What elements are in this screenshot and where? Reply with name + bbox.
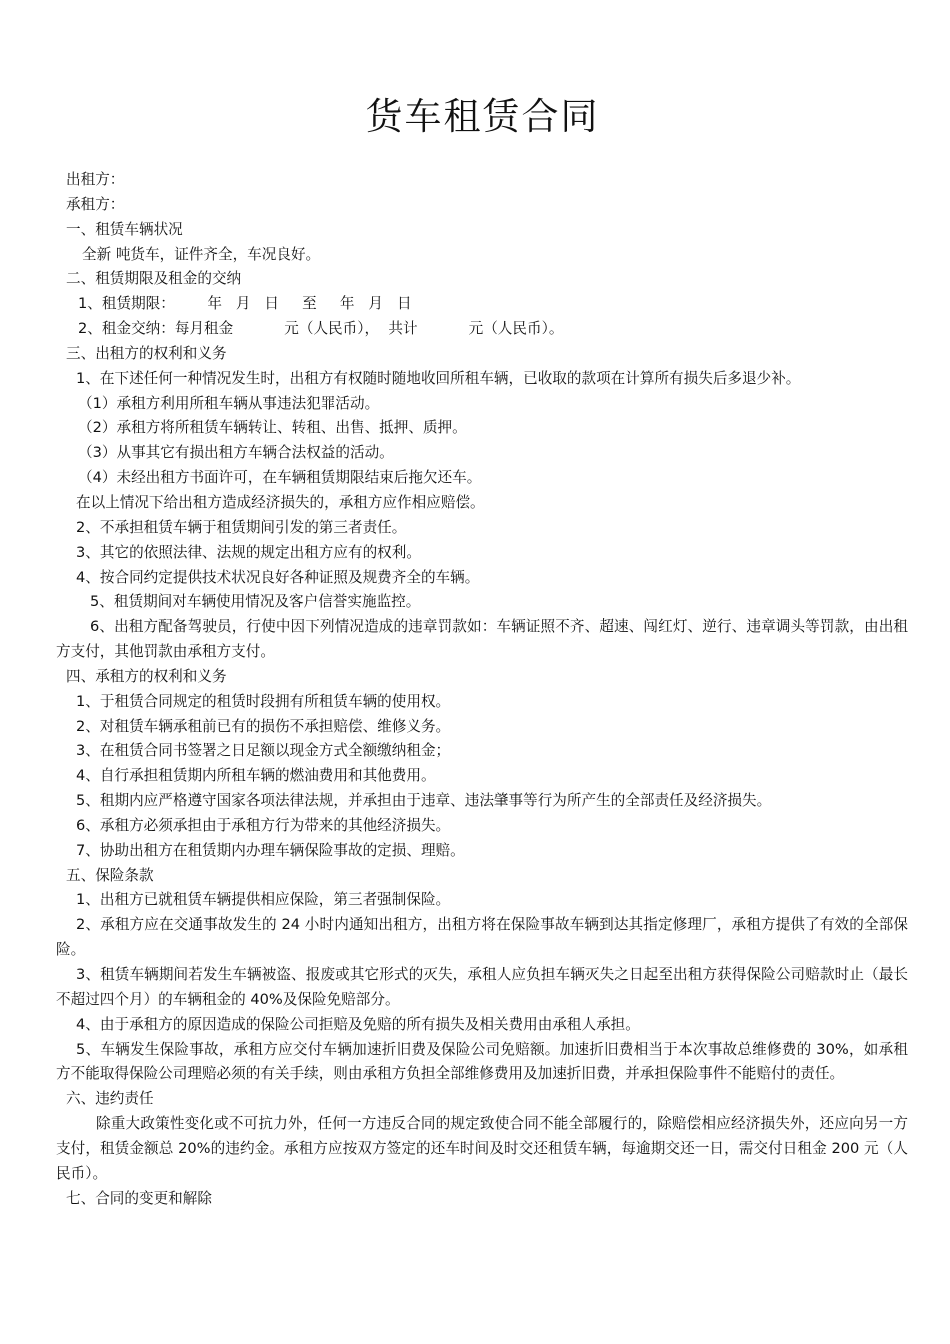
document-title: 货车租赁合同 (365, 95, 600, 138)
section-5-item-3: 3、租赁车辆期间若发生车辆被盗、报废或其它形式的灭失，承租人应负担车辆灭失之日起至出租方获得保险公司赔款时止（最长不超过四个月）的车辆租金的 40%及保险免赔部分。 (56, 966, 908, 1008)
section-3-item-5: 5、租赁期间对车辆使用情况及客户信誉实施监控。 (90, 593, 421, 611)
section-4-item-6: 6、承租方必须承担由于承租方行为带来的其他经济损失。 (76, 816, 451, 834)
lessee-line: 承租方： (66, 195, 125, 213)
section-5-item-1: 1、出租方已就租赁车辆提供相应保险，第三者强制保险。 (76, 891, 451, 909)
section-7-heading: 七、合同的变更和解除 (66, 1189, 212, 1207)
section-5-item-4: 4、由于承租方的原因造成的保险公司拒赔及免赔的所有损失及相关费用由承租人承担。 (76, 1015, 640, 1033)
section-5-item-5: 5、车辆发生保险事故，承租方应交付车辆加速折旧费及保险公司免赔额。加速折旧费相当于本次事故总维修费的 30%，如承租方不能取得保险公司理赔必须的有关手续，则由承租方负担全部维修费用及加速折旧费，并承担保险事件不能赔付的责任。 (56, 1040, 908, 1083)
section-3-item-6: 6、出租方配备驾驶员，行使中因下列情况造成的违章罚款如：车辆证照不齐、超速、闯红灯、逆行、违章调头等罚款，由出租方支付，其他罚款由承租方支付。 (56, 618, 908, 661)
section-4-item-1: 1、于租赁合同规定的租赁时段拥有所租赁车辆的使用权。 (76, 692, 451, 710)
section-4-item-3: 3、在租赁合同书签署之日足额以现金方式全额缴纳租金； (76, 742, 451, 760)
section-1-heading: 一、租赁车辆状况 (66, 220, 183, 238)
section-3-item-1: 1、在下述任何一种情况发生时，出租方有权随时随地收回所租车辆，已收取的款项在计算所有损失后多退少补。 (76, 369, 801, 387)
section-3-sub-3: （3）从事其它有损出租方车辆合法权益的活动。 (78, 444, 394, 462)
lessor-line: 出租方： (66, 171, 125, 188)
section-1-text: 全新 吨货车，证件齐全，车况良好。 (82, 245, 321, 263)
section-4-heading: 四、承租方的权利和义务 (66, 667, 227, 685)
section-3-note: 在以上情况下给出租方造成经济损失的，承租方应作相应赔偿。 (76, 493, 485, 511)
contract-body (56, 168, 908, 1211)
section-3-item-4: 4、按合同约定提供技术状况良好各种证照及规费齐全的车辆。 (76, 568, 480, 586)
section-3-item-2: 2、不承担租赁车辆于租赁期间引发的第三者责任。 (76, 518, 407, 536)
section-2-heading: 二、租赁期限及租金的交纳 (66, 270, 242, 288)
section-4-item-4: 4、自行承担租赁期内所租车辆的燃油费用和其他费用。 (76, 767, 436, 785)
section-4-item-5: 5、租期内应严格遵守国家各项法律法规，并承担由于违章、违法肇事等行为所产生的全部责任及经济损失。 (76, 792, 772, 810)
section-3-item-3: 3、其它的依照法律、法规的规定出租方应有的权利。 (76, 543, 421, 561)
section-3-sub-4: （4）未经出租方书面许可，在车辆租赁期限结束后拖欠还车。 (78, 469, 482, 487)
section-5-item-2: 2、承租方应在交通事故发生的 24 小时内通知出租方，出租方将在保险事故车辆到达其指定修理厂，承租方提供了有效的全部保险。 (56, 916, 908, 959)
section-6-heading: 六、违约责任 (66, 1090, 154, 1108)
section-3-heading: 三、出租方的权利和义务 (66, 344, 227, 362)
section-3-sub-1: （1）承租方利用所租车辆从事违法犯罪活动。 (78, 394, 380, 412)
section-4-item-7: 7、协助出租方在租赁期内办理车辆保险事故的定损、理赔。 (76, 841, 465, 859)
section-3-sub-2: （2）承租方将所租赁车辆转让、转租、出售、抵押、质押。 (78, 419, 467, 437)
lease-term-line: 1、租赁期限： 年 月 日 至 年 月 日 (78, 295, 412, 313)
section-6-text: 除重大政策性变化或不可抗力外，任何一方违反合同的规定致使合同不能全部履行的，除赔偿相应经济损失外，还应向另一方支付，租赁金额总 20%的违约金。承租方应按双方签定的还车时间及时交还租赁车辆，每逾期交还一日，需交付日租金 200 元（人民币）。 (56, 1115, 908, 1182)
rent-payment-line: 2、租金交纳：每月租金 元（人民币）， 共计 元（人民币）。 (78, 320, 564, 338)
section-4-item-2: 2、对租赁车辆承租前已有的损伤不承担赔偿、维修义务。 (76, 717, 451, 735)
section-5-heading: 五、保险条款 (66, 866, 154, 884)
